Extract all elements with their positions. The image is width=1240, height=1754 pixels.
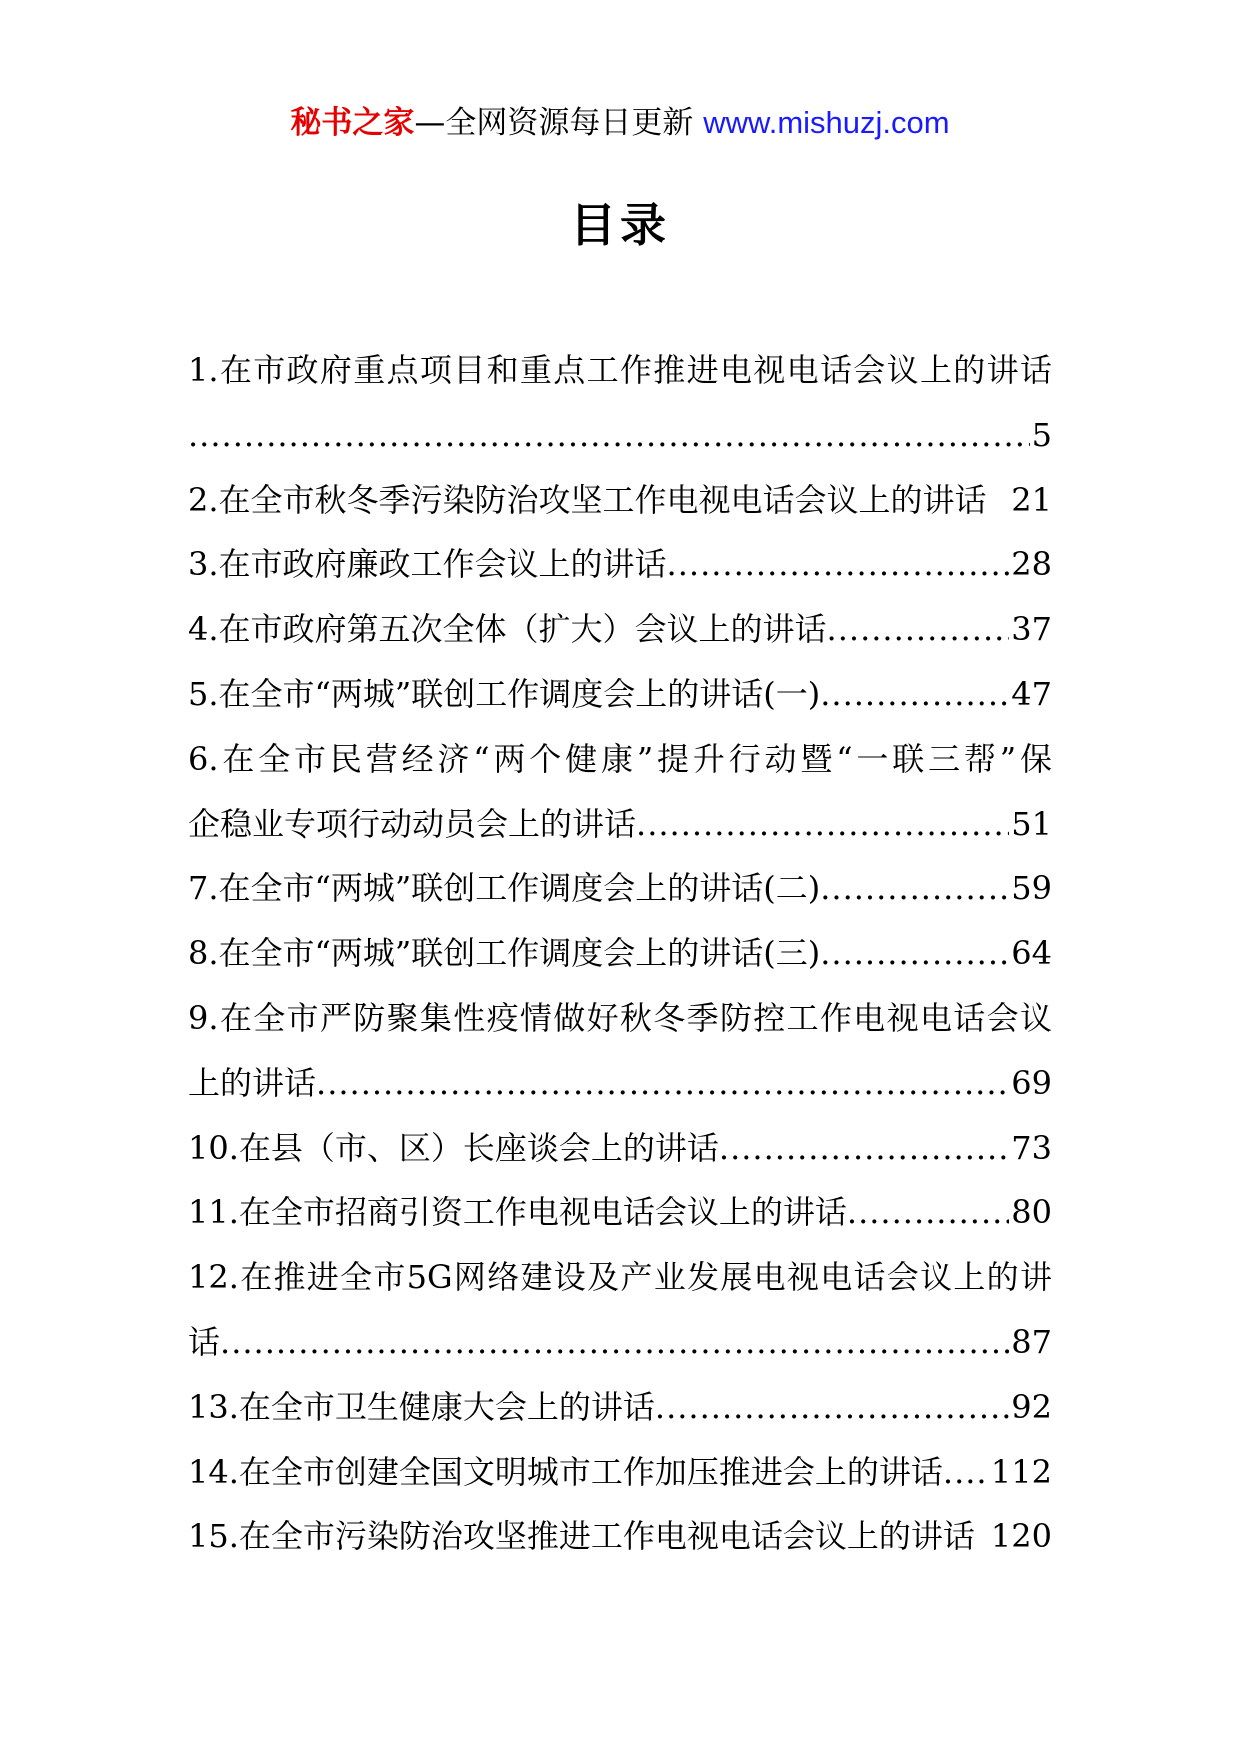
- site-url-link[interactable]: www.mishuzj.com: [703, 105, 950, 140]
- toc-page-number: 112: [990, 1452, 1052, 1491]
- toc-entry-title: 13.在全市卫生健康大会上的讲话: [188, 1387, 655, 1426]
- toc-leader-dots: [188, 403, 1030, 468]
- toc-page-number: 47: [1011, 674, 1052, 713]
- toc-entry[interactable]: [188, 1180, 1052, 1245]
- toc-entry[interactable]: [188, 597, 1052, 662]
- toc-entry[interactable]: [188, 1504, 1052, 1569]
- toc-page-number: 80: [1011, 1193, 1052, 1232]
- toc-page-number: 92: [1011, 1387, 1052, 1426]
- toc-entry-title: 11.在全市招商引资工作电视电话会议上的讲话: [188, 1193, 847, 1232]
- toc-leader-dots: [847, 1180, 1009, 1245]
- toc-entry[interactable]: [188, 1245, 1052, 1375]
- toc-leader-dots: [667, 532, 1010, 597]
- toc-entry-title: 4.在市政府第五次全体（扩大）会议上的讲话: [188, 610, 827, 649]
- toc-entry-title: 2.在全市秋冬季污染防治攻坚工作电视电话会议上的讲话: [188, 480, 987, 519]
- toc-leader-dots: [943, 1440, 989, 1505]
- toc-page-number: 59: [1011, 869, 1052, 908]
- toc-entry[interactable]: [188, 727, 1052, 857]
- toc-page-number: 69: [1011, 1063, 1052, 1102]
- toc-leader-dots: [636, 792, 1009, 857]
- toc-leader-dots: [827, 597, 1010, 662]
- toc-entry-title-continued: 话: [188, 1322, 221, 1361]
- toc-entry-title: 12.在推进全市5G网络建设及产业发展电视电话会议上的讲: [188, 1258, 1052, 1297]
- toc-entry-title: 7.在全市“两城”联创工作调度会上的讲话(二): [188, 869, 821, 908]
- toc-entry[interactable]: [188, 1375, 1052, 1440]
- toc-entry-title: 9.在全市严防聚集性疫情做好秋冬季防控工作电视电话会议: [188, 998, 1052, 1037]
- toc-page-number: 5: [1031, 415, 1052, 454]
- toc-page-number: 73: [1011, 1128, 1052, 1167]
- toc-entry-title: 6.在全市民营经济“两个健康”提升行动暨“一联三帮”保: [188, 739, 1052, 778]
- toc-page-number: 21: [1011, 480, 1052, 519]
- site-header: [0, 100, 1240, 146]
- toc-page-number: 120: [990, 1517, 1052, 1556]
- toc-entry[interactable]: [188, 532, 1052, 597]
- toc-leader-dots: [220, 1310, 1009, 1375]
- brand-name: 秘书之家: [290, 105, 415, 141]
- table-of-contents: [188, 338, 1052, 1569]
- toc-leader-dots: [820, 856, 1009, 921]
- toc-entry-title: 14.在全市创建全国文明城市工作加压推进会上的讲话: [188, 1452, 943, 1491]
- toc-entry-title-continued: 上的讲话: [188, 1063, 317, 1102]
- toc-page-number: 64: [1011, 934, 1052, 973]
- toc-leader-dots: [820, 921, 1009, 986]
- toc-entry-title: 3.在市政府廉政工作会议上的讲话: [188, 545, 667, 584]
- toc-leader-dots: [719, 1116, 1009, 1181]
- toc-entry-title: 15.在全市污染防治攻坚推进工作电视电话会议上的讲话: [188, 1517, 975, 1556]
- toc-leader-dots: [820, 662, 1009, 727]
- toc-entry[interactable]: [188, 1440, 1052, 1505]
- toc-page-number: 51: [1011, 804, 1052, 843]
- toc-page-number: 28: [1011, 545, 1052, 584]
- toc-entry[interactable]: [188, 856, 1052, 921]
- toc-entry-title-continued: 企稳业专项行动动员会上的讲话: [188, 804, 637, 843]
- toc-page-number: 87: [1011, 1322, 1052, 1361]
- toc-leader-dots: [316, 1051, 1009, 1116]
- toc-entry[interactable]: [188, 662, 1052, 727]
- toc-entry[interactable]: [188, 1116, 1052, 1181]
- toc-entry-title: 10.在县（市、区）长座谈会上的讲话: [188, 1128, 719, 1167]
- page-title: 目录: [570, 198, 670, 252]
- toc-entry-title: 5.在全市“两城”联创工作调度会上的讲话(一): [188, 674, 821, 713]
- toc-entry[interactable]: [188, 986, 1052, 1116]
- toc-entry-title: 1.在市政府重点项目和重点工作推进电视电话会议上的讲话: [188, 351, 1052, 389]
- header-tagline: —全网资源每日更新: [414, 105, 704, 141]
- toc-entry[interactable]: [188, 338, 1052, 468]
- toc-entry[interactable]: [188, 468, 1052, 533]
- toc-entry[interactable]: [188, 921, 1052, 986]
- toc-leader-dots: [655, 1375, 1009, 1440]
- toc-entry-title: 8.在全市“两城”联创工作调度会上的讲话(三): [188, 934, 821, 973]
- toc-page-number: 37: [1011, 610, 1052, 649]
